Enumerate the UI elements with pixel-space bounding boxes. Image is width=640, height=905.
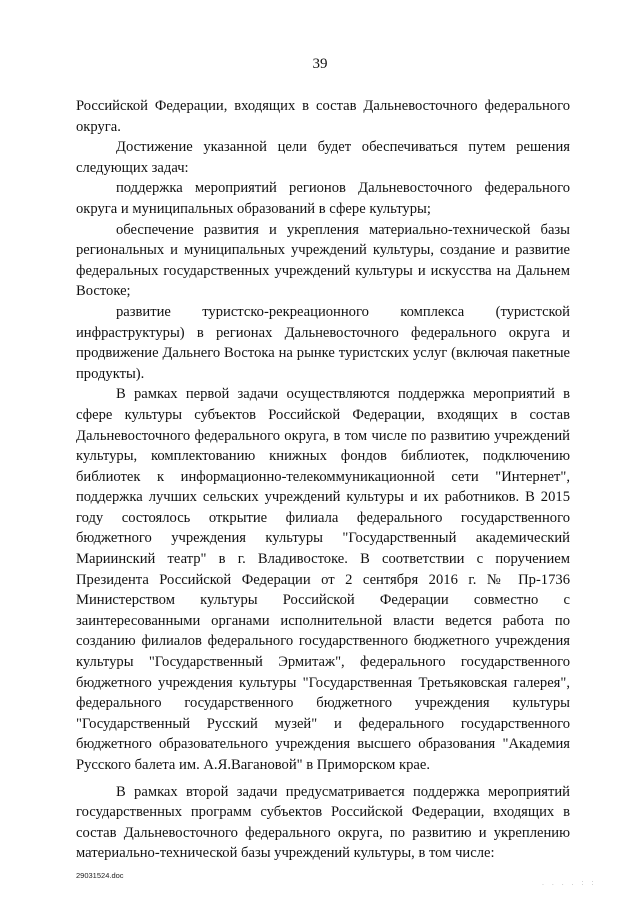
scan-artifact-dots: . . . . : : — [542, 880, 597, 887]
paragraph-3: поддержка мероприятий регионов Дальневосточного федерального округа и муниципальных образований в сфере культуры; — [76, 180, 570, 217]
body-text — [76, 96, 570, 864]
paragraph-2: Достижение указанной цели будет обеспечиваться путем решения следующих задач: — [76, 139, 570, 176]
page-number: 39 — [312, 56, 328, 72]
footer-file-code: 29031524.doc — [76, 871, 124, 880]
paragraph-1: Российской Федерации, входящих в состав Дальневосточного федерального округа. — [76, 98, 570, 135]
paragraph-5: развитие туристско-рекреационного комплекса (туристской инфраструктуры) в регионах Дальневосточного федерального округа и продвижение Дальнего Востока на рынке туристских услуг (включая пакетные продукты). — [76, 303, 570, 382]
paragraph-4: обеспечение развития и укрепления материально-технической базы региональных и муниципальных учреждений культуры, создание и развитие федеральных государственных учреждений культуры и искусства на Дальнем Востоке; — [76, 221, 570, 300]
paragraph-6: В рамках первой задачи осуществляются поддержка мероприятий в сфере культуры субъектов Российской Федерации, входящих в состав Дальневосточного федерального округа, в том числе по развитию учреждений культуры, комплектованию книжных фондов библиотек, подключению библиотек к информационно-телекоммуникационной сети "Интернет", поддержка лучших сельских учреждений культуры и их работников. В 2015 году состоялось открытие филиала федерального государственного бюджетного учреждения культуры "Государственный академический Мариинский театр" в г. Владивостоке. В соответствии с поручением Президента Российской Федерации от 2 сентября 2016 г. № Пр-1736 Министерством культуры Российской Федерации совместно с заинтересованными органами исполнительной власти ведется работа по созданию филиалов федерального государственного бюджетного учреждения культуры "Государственный Эрмитаж", федерального государственного бюджетного учреждения культуры "Государственная Третьяковская галерея", федерального государственного бюджетного учреждения культуры "Государственный Русский музей" и федерального государственного бюджетного образовательного учреждения высшего образования "Академия Русского балета им. А.Я.Вагановой" в Приморском крае. — [76, 386, 570, 773]
paragraph-7: В рамках второй задачи предусматривается поддержка мероприятий государственных программ субъектов Российской Федерации, входящих в состав Дальневосточного федерального округа, по развитию и укреплению материально-технической базы учреждений культуры, в том числе: — [76, 783, 570, 862]
